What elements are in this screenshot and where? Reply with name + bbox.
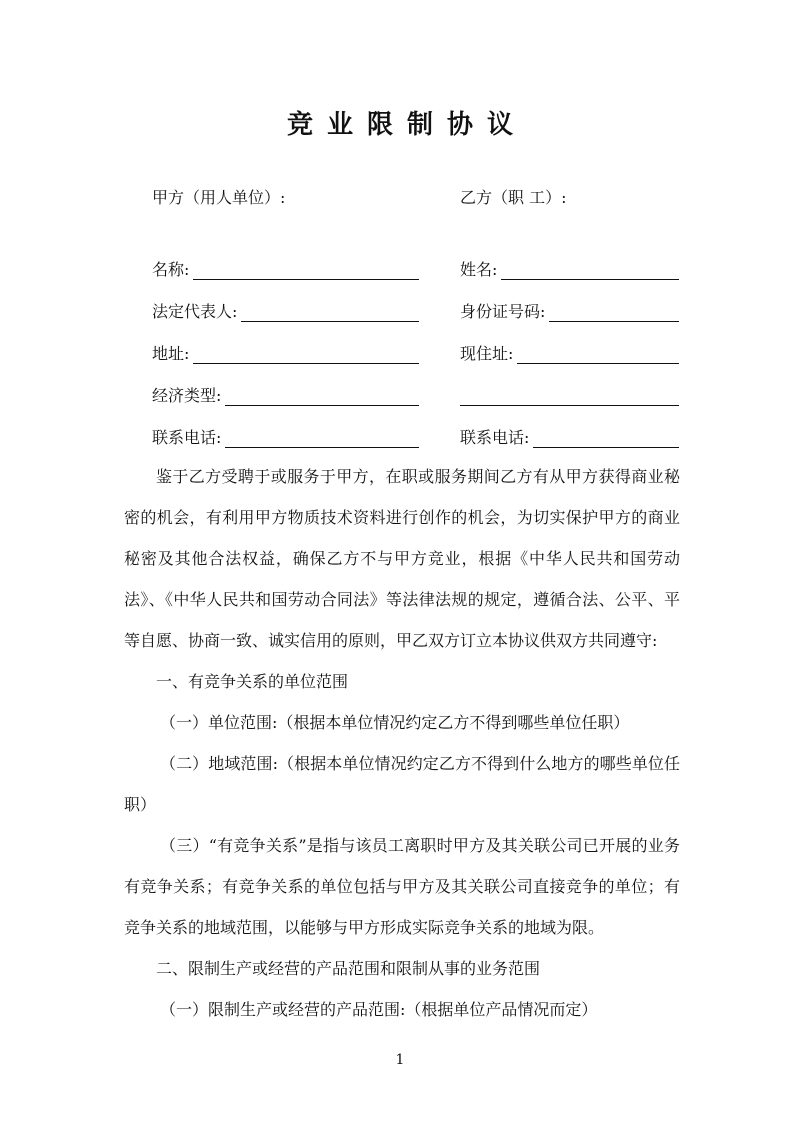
party-b-address-label: 现住址: xyxy=(460,344,514,363)
party-a-phone-line[interactable] xyxy=(225,431,419,448)
party-b-phone-line[interactable] xyxy=(533,431,679,448)
party-a-phone-field[interactable] xyxy=(152,426,419,448)
party-b-header: 乙方（职 工）: xyxy=(460,188,567,207)
party-a-address-line[interactable] xyxy=(193,347,419,364)
party-b-name-field[interactable] xyxy=(460,258,679,280)
party-a-name-field[interactable] xyxy=(152,258,419,280)
party-b-name-label: 姓名: xyxy=(460,260,498,279)
party-b-id-field[interactable] xyxy=(460,300,679,322)
party-a-legal-rep-field[interactable] xyxy=(152,300,419,322)
party-b-extra-line[interactable] xyxy=(460,389,679,406)
party-a-legal-rep-label: 法定代表人: xyxy=(152,302,238,321)
party-a-name-line[interactable] xyxy=(193,263,419,280)
party-a-legal-rep-line[interactable] xyxy=(241,305,419,322)
party-a-econ-type-field[interactable] xyxy=(152,384,419,406)
party-b-name-line[interactable] xyxy=(501,263,679,280)
document-title: 竞业限制协议 xyxy=(286,110,527,140)
party-a-name-label: 名称: xyxy=(152,260,190,279)
party-b-extra-field[interactable] xyxy=(460,384,679,406)
section-1-item-2: （二）地域范围:（根据本单位情况约定乙方不得到什么地方的哪些单位任职） xyxy=(124,754,680,814)
document-body xyxy=(124,456,680,1030)
party-a-phone-label: 联系电话: xyxy=(152,428,222,447)
section-1-heading: 一、有竞争关系的单位范围 xyxy=(156,672,349,691)
party-a-econ-type-line[interactable] xyxy=(225,389,419,406)
page-number: 1 xyxy=(395,1052,405,1068)
section-1-item-3: （三）“有竞争关系”是指与该员工离职时甲方及其关联公司已开展的业务有竞争关系；有竞争关系的单位包括与甲方及其关联公司直接竞争的单位；有竞争关系的地域范围，以能够与甲方形成实际竞争关系的地域为限。 xyxy=(124,836,680,937)
party-b-phone-field[interactable] xyxy=(460,426,679,448)
party-a-header: 甲方（用人单位）: xyxy=(152,188,286,207)
party-b-phone-label: 联系电话: xyxy=(460,428,530,447)
section-2-heading: 二、限制生产或经营的产品范围和限制从事的业务范围 xyxy=(156,959,541,978)
party-b-address-line[interactable] xyxy=(517,347,679,364)
party-a-address-label: 地址: xyxy=(152,344,190,363)
party-a-address-field[interactable] xyxy=(152,342,419,364)
party-b-address-field[interactable] xyxy=(460,342,679,364)
section-1-item-1: （一）单位范围:（根据本单位情况约定乙方不得到哪些单位任职） xyxy=(160,713,630,732)
preamble-paragraph: 鉴于乙方受聘于或服务于甲方，在职或服务期间乙方有从甲方获得商业秘密的机会，有利用甲方物质技术资料进行创作的机会，为切实保护甲方的商业秘密及其他合法权益，确保乙方不与甲方竞业，根据《中华人民共和国劳动法》、《中华人民共和国劳动合同法》等法律法规的规定，遵循合法、公平、平等自愿、协商一致、诚实信用的原则，甲乙双方订立本协议供双方共同遵守: xyxy=(124,467,680,650)
party-b-id-label: 身份证号码: xyxy=(460,302,546,321)
party-a-econ-type-label: 经济类型: xyxy=(152,386,222,405)
section-2-item-1: （一）限制生产或经营的产品范围:（根据单位产品情况而定） xyxy=(160,1000,598,1019)
party-b-id-line[interactable] xyxy=(549,305,679,322)
